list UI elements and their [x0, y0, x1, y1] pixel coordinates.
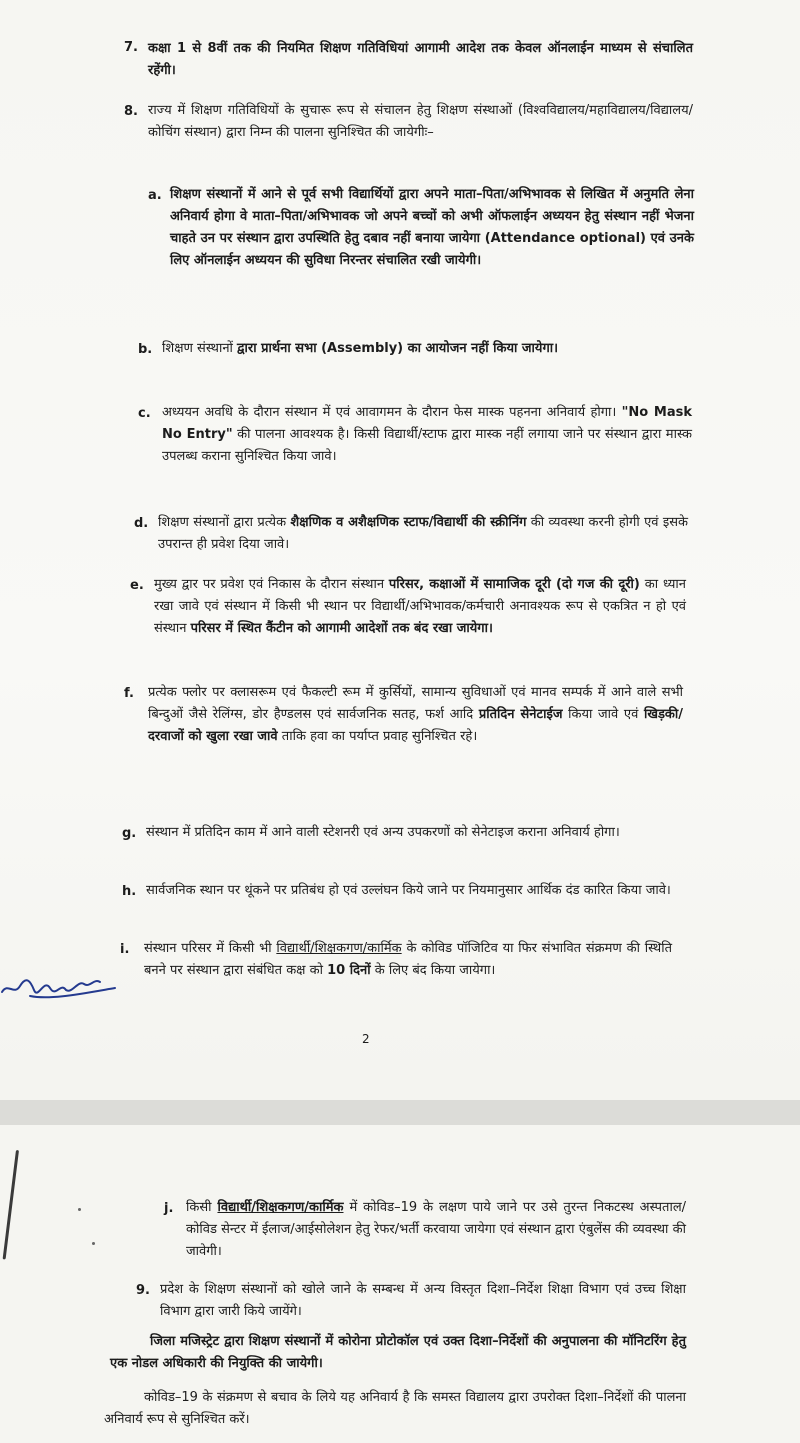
sub-c-label: c.	[138, 406, 151, 421]
sub-b-text: शिक्षण संस्थानों द्वारा प्रार्थना सभा (Assembly) का आयोजन नहीं किया जायेगा।	[162, 341, 559, 356]
sub-j-label: j.	[164, 1201, 174, 1216]
item-9-text: प्रदेश के शिक्षण संस्थानों को खोले जाने के सम्बन्ध में अन्य विस्तृत दिशा–निर्देश शिक्षा विभाग एवं उच्च शिक्षा विभाग द्वारा जारी किये जायेंगे।	[160, 1282, 686, 1319]
sub-h-text: सार्वजनिक स्थान पर थूंकने पर प्रतिबंध हो एवं उल्लंघन किये जाने पर नियमानुसार आर्थिक दंड कारित किया जावे।	[146, 883, 671, 898]
sub-h-label: h.	[122, 884, 137, 899]
sub-f-text: प्रत्येक फ्लोर पर क्लासरूम एवं फैकल्टी रूम में कुर्सियों, सामान्य सुविधाओं एवं मानव सम्पर्क में आने वाले सभी बिन्दुओं जैसे रेलिंग्स, डोर हैण्डलस एवं सार्वजनिक सतह, फर्श आदि प्रतिदिन सेनेटाईज किया जावे एवं खिड़की/दरवाजों को खुला रखा जावे ताकि हवा का पर्याप्त प्रवाह सुनिश्चित रहे।	[148, 685, 684, 744]
document-page-2	[0, 1125, 800, 1443]
sub-f-label: f.	[124, 686, 134, 701]
sub-g-text: संस्थान में प्रतिदिन काम में आने वाली स्टेशनरी एवं अन्य उपकरणों को सेनेटाइज कराना अनिवार्य होगा।	[146, 825, 620, 840]
page-separator	[0, 1100, 800, 1125]
paragraph-nodal-officer: जिला मजिस्ट्रेट द्वारा शिक्षण संस्थानों में कोरोना प्रोटोकॉल एवं उक्त दिशा–निर्देशों की अनुपालना की मॉनिटरिंग हेतु एक नोडल अधिकारी की नियुक्ति की जायेगी।	[110, 1334, 686, 1371]
sub-b-label: b.	[138, 342, 153, 357]
sub-a-label: a.	[148, 188, 162, 203]
item-7-number: 7.	[124, 40, 138, 55]
sub-e-text: मुख्य द्वार पर प्रवेश एवं निकास के दौरान संस्थान परिसर, कक्षाओं में सामाजिक दूरी (दो गज की दूरी) का ध्यान रखा जावे एवं संस्थान में किसी भी स्थान पर विद्यार्थी/अभिभावक/कर्मचारी अनावश्यक रूप से एकत्रित न हो एवं संस्थान परिसर में स्थित कैंटीन को आगामी आदेशों तक बंद रखा जायेगा।	[154, 577, 686, 636]
item-8-text: राज्य में शिक्षण गतिविधियों के सुचारू रूप से संचालन हेतु शिक्षण संस्थाओं (विश्वविद्यालय/महाविद्यालय/विद्यालय/कोचिंग संस्थान) द्वारा निम्न की पालना सुनिश्चित की जायेगीः–	[148, 103, 693, 140]
sub-e-label: e.	[130, 578, 144, 593]
sub-g-label: g.	[122, 826, 137, 841]
sub-i-text: संस्थान परिसर में किसी भी विद्यार्थी/शिक्षकगण/कार्मिक के कोविड पॉजिटिव या फिर संभावित संक्रमण की स्थिति बनने पर संस्थान द्वारा संबंधित कक्ष को 10 दिनों के लिए बंद किया जायेगा।	[144, 941, 672, 978]
ink-dot	[92, 1242, 95, 1245]
sub-j-text: किसी विद्यार्थी/शिक्षकगण/कार्मिक में कोविड–19 के लक्षण पाये जाने पर उसे तुरन्त निकटस्थ अस्पताल/कोविड सेन्टर में ईलाज/आईसोलेशन हेतु रेफर/भर्ती करवाया जायेगा एवं संस्थान द्वारा एंबुलेंस की व्यवस्था की जावेगी।	[186, 1200, 687, 1259]
paragraph-compliance: कोविड–19 के संक्रमण से बचाव के लिये यह अनिवार्य है कि समस्त विद्यालय द्वारा उपरोक्त दिशा–निर्देशों की पालना अनिवार्य रूप से सुनिश्चित करें।	[104, 1390, 686, 1427]
sub-c-text: अध्ययन अवधि के दौरान संस्थान में एवं आवागमन के दौरान फेस मास्क पहनना अनिवार्य होगा। "No Mask No Entry" की पालना आवश्यक है। किसी विद्यार्थी/स्टाफ द्वारा मास्क नहीं लगाया जाने पर संस्थान द्वारा मास्क उपलब्ध कराना सुनिश्चित किया जावे।	[162, 405, 692, 464]
item-8-number: 8.	[124, 104, 138, 119]
item-7-text: कक्षा 1 से 8वीं तक की नियमित शिक्षण गतिविधियां आगामी आदेश तक केवल ऑनलाईन माध्यम से संचालित रहेंगी।	[148, 41, 693, 78]
item-9-number: 9.	[136, 1283, 150, 1298]
sub-a-text: शिक्षण संस्थानों में आने से पूर्व सभी विद्यार्थियों द्वारा अपने माता–पिता/अभिभावक से लिखित में अनुमति लेना अनिवार्य होगा वे माता–पिता/अभिभावक जो अपने बच्चों को अभी ऑफलाईन अध्ययन हेतु संस्थान नहीं भेजना चाहते उन पर संस्थान द्वारा उपस्थिति हेतु दबाव नहीं बनाया जायेगा (Attendance optional) एवं उनके लिए ऑनलाईन अध्ययन की सुविधा निरन्तर संचालित रखी जायेगी।	[170, 187, 694, 268]
sub-i-label: i.	[120, 942, 130, 957]
handwritten-signature	[0, 960, 120, 1010]
page-number: 2	[362, 1032, 370, 1046]
sub-d-text: शिक्षण संस्थानों द्वारा प्रत्येक शैक्षणिक व अशैक्षणिक स्टाफ/विद्यार्थी की स्क्रीनिंग की व्यवस्था करनी होगी एवं इसके उपरान्त ही प्रवेश दिया जावे।	[158, 515, 688, 552]
sub-d-label: d.	[134, 516, 149, 531]
ink-dot	[78, 1208, 81, 1211]
